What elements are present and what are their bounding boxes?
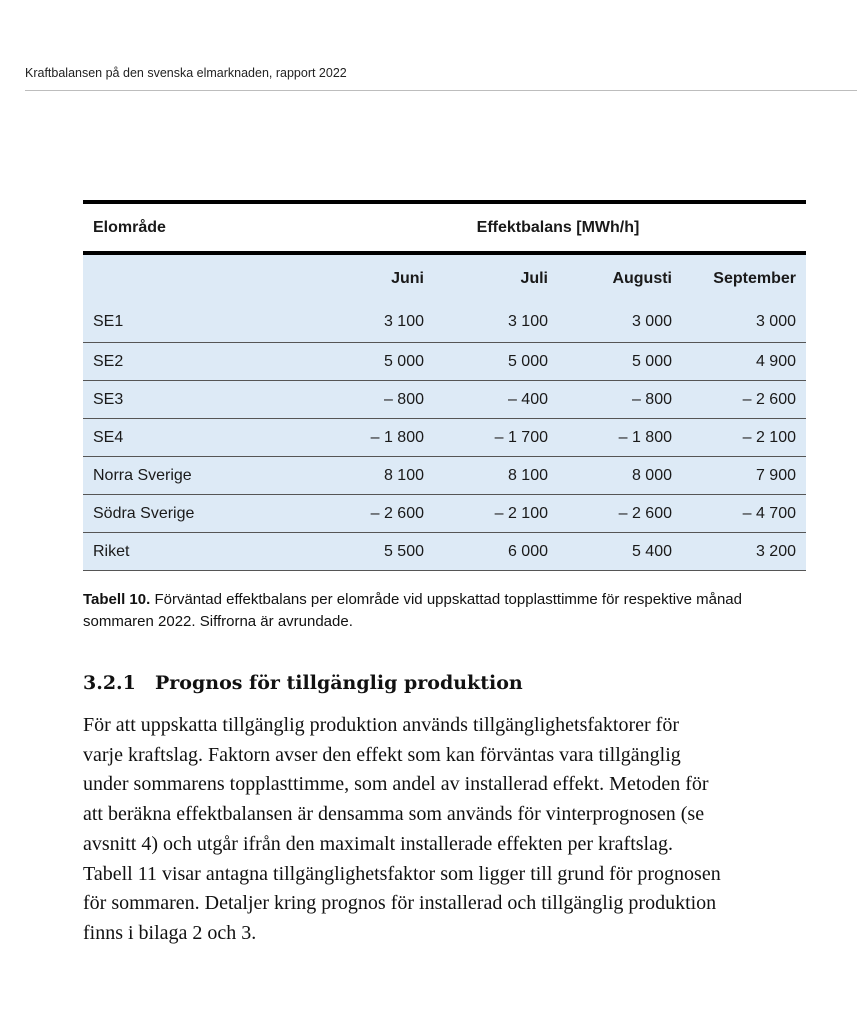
row-area-label: SE3 [83,381,310,419]
row-area-label: SE2 [83,343,310,381]
caption-label: Tabell 10. [83,591,151,608]
row-value: 6 000 [434,533,558,571]
effect-balance-table [83,200,806,571]
row-value: 8 100 [310,457,434,495]
table-row [83,457,806,495]
row-value: 8 100 [434,457,558,495]
table-row [83,381,806,419]
row-value: – 1 800 [310,419,434,457]
row-value: 3 100 [310,302,434,343]
header-divider [25,90,857,91]
row-value: 7 900 [682,457,806,495]
row-value: 5 000 [310,343,434,381]
row-value: 3 100 [434,302,558,343]
row-area-label: SE1 [83,302,310,343]
paragraph-line: att beräkna effektbalansen är densamma som används för vinterprognosen (se [83,803,705,826]
caption-text: Förväntad effektbalans per elområde vid uppskattad topplasttimme för respektive månad sommaren 2022. Siffrorna är avrundade. [83,591,742,630]
table-month-header-row [83,253,806,302]
table-row [83,533,806,571]
paragraph-line: Tabell 11 visar antagna tillgänglighetsfaktor som ligger till grund för prognosen [83,862,721,885]
month-header-september: September [682,253,806,302]
month-header-august: Augusti [558,253,682,302]
table-row [83,302,806,343]
row-value: 5 000 [434,343,558,381]
paragraph-line: avsnitt 4) och utgår ifrån den maximalt installerade effekten per kraftslag. [83,832,673,855]
paragraph-line: För att uppskatta tillgänglig produktion används tillgänglighetsfaktorer för [83,714,679,736]
table-row [83,419,806,457]
empty-header-cell [83,253,310,302]
table-row [83,495,806,533]
section-heading [83,672,523,694]
row-value: 5 000 [558,343,682,381]
body-paragraph [83,711,813,949]
row-value: 3 000 [682,302,806,343]
row-value: 3 200 [682,533,806,571]
row-value: – 2 600 [682,381,806,419]
row-value: – 2 100 [682,419,806,457]
row-value: 4 900 [682,343,806,381]
paragraph-line: under sommarens topplasttimme, som andel av installerad effekt. Metoden för [83,773,709,796]
row-area-label: Norra Sverige [83,457,310,495]
month-header-june: Juni [310,253,434,302]
paragraph-line: varje kraftslag. Faktorn avser den effekt som kan förväntas vara tillgänglig [83,743,681,766]
row-value: – 4 700 [682,495,806,533]
row-value: – 1 800 [558,419,682,457]
row-area-label: Riket [83,533,310,571]
row-value: – 2 600 [558,495,682,533]
section-number: 3.2.1 [83,672,136,694]
row-area-label: Södra Sverige [83,495,310,533]
table-group-header-row [83,202,806,253]
row-value: 5 500 [310,533,434,571]
row-area-label: SE4 [83,419,310,457]
row-value: – 800 [558,381,682,419]
month-header-july: Juli [434,253,558,302]
effect-balance-group-header: Effektbalans [MWh/h] [310,202,806,253]
table-caption [83,589,813,633]
paragraph-line: för sommaren. Detaljer kring prognos för installerad och tillgänglig produktion [83,892,717,915]
row-value: – 800 [310,381,434,419]
row-value: – 400 [434,381,558,419]
table-row [83,343,806,381]
row-value: 8 000 [558,457,682,495]
row-value: – 1 700 [434,419,558,457]
area-column-header: Elområde [83,202,310,253]
section-title: Prognos för tillgänglig produktion [155,672,523,694]
row-value: – 2 100 [434,495,558,533]
effect-balance-table-container [83,200,806,571]
row-value: – 2 600 [310,495,434,533]
row-value: 3 000 [558,302,682,343]
paragraph-line: finns i bilaga 2 och 3. [83,921,257,944]
running-header: Kraftbalansen på den svenska elmarknaden, rapport 2022 [25,66,347,80]
row-value: 5 400 [558,533,682,571]
